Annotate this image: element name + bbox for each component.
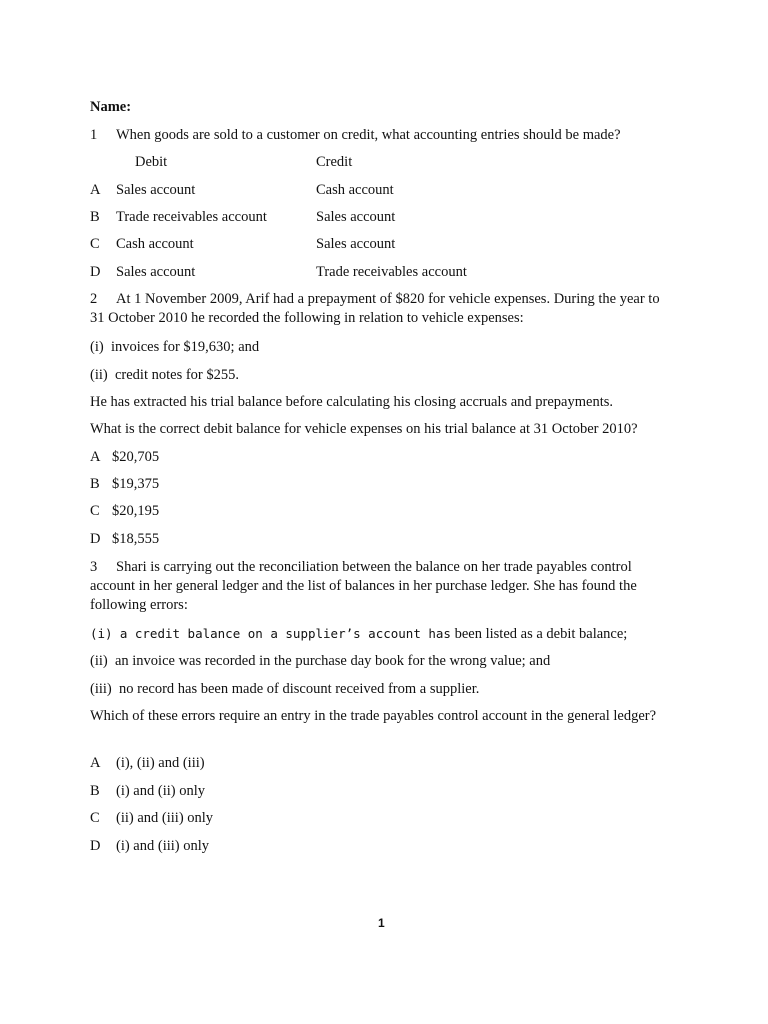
option-letter: C xyxy=(90,810,100,826)
q2-option-a xyxy=(90,448,159,466)
option-letter: D xyxy=(90,838,101,854)
roman-numeral: (iii) xyxy=(90,681,112,697)
option-text: (ii) and (iii) only xyxy=(116,810,214,826)
option-credit: Trade receivables account xyxy=(316,264,467,280)
item-text: an invoice was recorded in the purchase day book for the wrong value; and xyxy=(114,653,551,669)
question-text: When goods are sold to a customer on credit, what accounting entries should be made? xyxy=(116,127,621,143)
item-text: been listed as a debit balance; xyxy=(450,626,628,642)
roman-numeral: (ii) xyxy=(90,367,108,383)
q3-item-ii xyxy=(90,652,550,670)
option-letter: A xyxy=(90,449,101,465)
q2-option-d xyxy=(90,530,159,548)
roman-numeral: (ii) xyxy=(90,653,108,669)
option-debit: Sales account xyxy=(116,182,196,198)
question-text: Shari is carrying out the reconciliation between the balance on her trade payables control account in her general ledger and the list of balances in her purchase ledger. She has found the following errors: xyxy=(90,559,637,613)
option-letter: D xyxy=(90,531,101,547)
q3-question: Which of these errors require an entry in the trade payables control account in the general ledger? xyxy=(90,708,657,724)
item-text: invoices for $19,630; and xyxy=(110,339,260,355)
option-credit: Sales account xyxy=(316,236,396,252)
roman-numeral: (i) xyxy=(90,626,113,641)
option-debit: Trade receivables account xyxy=(116,209,267,225)
q2-note: He has extracted his trial balance before calculating his closing accruals and prepayments. xyxy=(90,394,613,410)
q2-option-c xyxy=(90,502,159,520)
name-label: Name: xyxy=(90,99,132,115)
q3-item-i xyxy=(90,625,627,643)
question-text: At 1 November 2009, Arif had a prepayment of $820 for vehicle expenses. During the year to 31 October 2010 he recorded the following in relation to vehicle expenses: xyxy=(90,291,660,326)
option-text: (i) and (ii) only xyxy=(116,783,205,799)
q3-option-b xyxy=(90,782,205,800)
question-number: 3 xyxy=(90,559,98,575)
q3-option-a xyxy=(90,754,205,772)
question-number: 1 xyxy=(90,127,98,143)
question-3-stem xyxy=(90,558,670,615)
page-number: 1 xyxy=(378,916,385,930)
option-text: (i), (ii) and (iii) xyxy=(116,755,205,771)
question-number: 2 xyxy=(90,291,98,307)
item-text-mono: a credit balance on a supplier’s account has xyxy=(119,626,451,641)
q2-question: What is the correct debit balance for vehicle expenses on his trial balance at 31 October 2010? xyxy=(90,421,638,437)
option-letter: B xyxy=(90,209,100,225)
item-text: no record has been made of discount received from a supplier. xyxy=(119,681,480,697)
option-letter: C xyxy=(90,236,100,252)
option-letter: C xyxy=(90,503,100,519)
option-debit: Cash account xyxy=(116,236,194,252)
question-1-stem xyxy=(90,126,621,144)
q2-item-ii xyxy=(90,366,239,384)
option-letter: A xyxy=(90,182,101,198)
q2-item-i xyxy=(90,338,259,356)
option-letter: A xyxy=(90,755,101,771)
option-debit: Sales account xyxy=(116,264,196,280)
q3-item-iii xyxy=(90,680,479,698)
question-2-stem xyxy=(90,290,670,328)
q3-option-c xyxy=(90,809,213,827)
option-letter: D xyxy=(90,264,101,280)
option-credit: Sales account xyxy=(316,209,396,225)
option-letter: B xyxy=(90,476,100,492)
option-letter: B xyxy=(90,783,100,799)
q3-option-d xyxy=(90,837,209,855)
option-text: (i) and (iii) only xyxy=(116,838,210,854)
debit-header: Debit xyxy=(135,154,168,170)
option-text: $20,195 xyxy=(112,503,160,519)
option-text: $20,705 xyxy=(112,449,160,465)
roman-numeral: (i) xyxy=(90,339,104,355)
option-text: $19,375 xyxy=(112,476,160,492)
q2-option-b xyxy=(90,475,159,493)
option-credit: Cash account xyxy=(316,182,394,198)
item-text: credit notes for $255. xyxy=(114,367,239,383)
option-text: $18,555 xyxy=(112,531,160,547)
credit-header: Credit xyxy=(316,154,353,170)
